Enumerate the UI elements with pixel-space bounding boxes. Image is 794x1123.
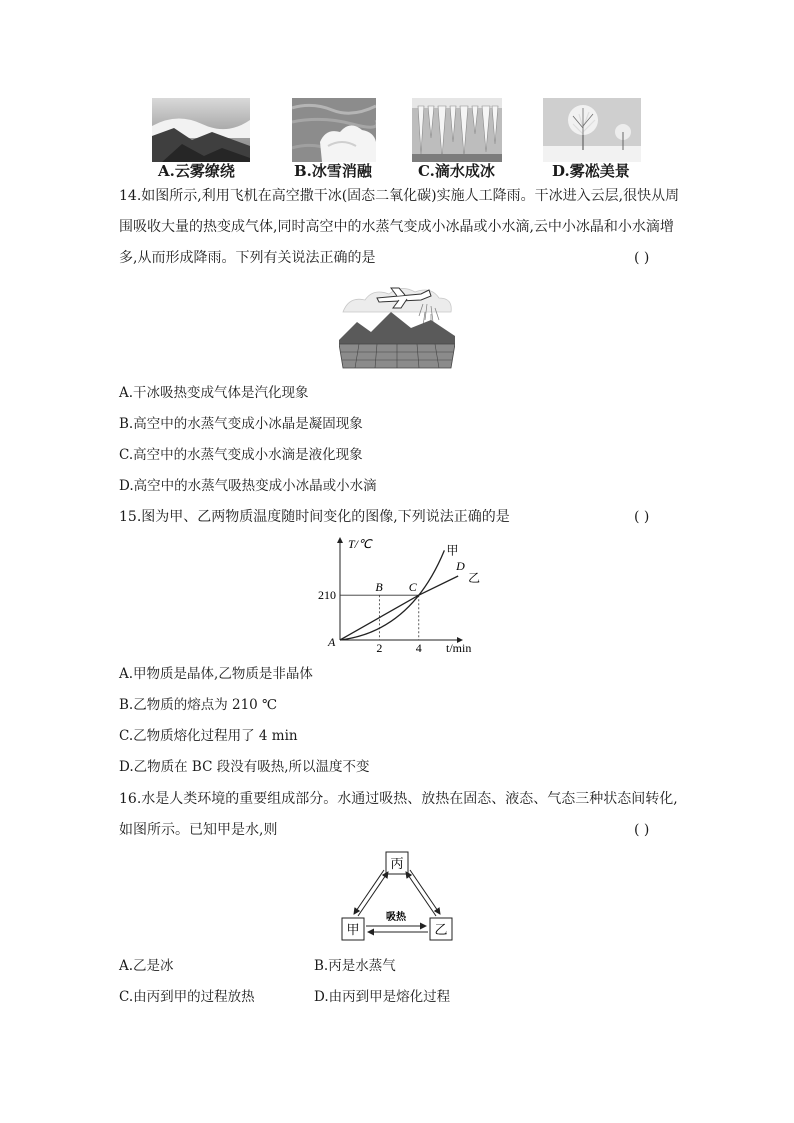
state-label-yi: 乙 xyxy=(434,922,448,937)
clouds-mountain-icon xyxy=(152,98,250,162)
q16-option-c[interactable]: C.由丙到甲的过程放热 xyxy=(119,989,255,1005)
q16-option-b[interactable]: B.丙是水蒸气 xyxy=(314,958,396,974)
state-label-bing: 丙 xyxy=(390,856,404,871)
photo-icicles xyxy=(412,98,502,162)
series-label-yi: 乙 xyxy=(468,571,481,585)
arrow-label-absorb-heat: 吸热 xyxy=(386,912,406,923)
arrow-yi-to-bing xyxy=(406,872,436,916)
q16-answer-blank: ( ) xyxy=(634,822,650,838)
q14-airplane-figure xyxy=(339,282,455,374)
q15-text-line1: 15.图为甲、乙两物质温度随时间变化的图像,下列说法正确的是 xyxy=(119,509,510,525)
q15-option-d[interactable]: D.乙物质在 BC 段没有吸热,所以温度不变 xyxy=(119,759,370,775)
q15-option-c[interactable]: C.乙物质熔化过程用了 4 min xyxy=(119,728,298,744)
q14-option-a[interactable]: A.干冰吸热变成气体是汽化现象 xyxy=(119,385,309,401)
series-label-jia: 甲 xyxy=(446,543,459,558)
state-transition-diagram xyxy=(338,848,458,944)
airplane-seeding-clouds-icon xyxy=(339,282,455,370)
q14-answer-blank: ( ) xyxy=(634,250,650,266)
arrow-jia-to-bing xyxy=(358,872,388,916)
photo-caption-b: B.冰雪消融 xyxy=(294,162,372,180)
q14-option-d[interactable]: D.高空中的水蒸气吸热变成小冰晶或小水滴 xyxy=(119,478,377,494)
arrow-bing-to-yi xyxy=(410,870,440,914)
q14-text-line3: 多,从而形成降雨。下列有关说法正确的是 xyxy=(119,250,376,266)
x-tick-4: 4 xyxy=(415,641,422,655)
point-label-d: D xyxy=(456,559,465,573)
q16-text-line2: 如图所示。已知甲是水,则 xyxy=(119,822,278,838)
q15-option-a[interactable]: A.甲物质是晶体,乙物质是非晶体 xyxy=(119,666,313,682)
state-label-jia: 甲 xyxy=(346,922,360,937)
q16-text-line1: 16.水是人类环境的重要组成部分。水通过吸热、放热在固态、液态、气态三种状态间转化, xyxy=(119,791,678,807)
q16-option-a[interactable]: A.乙是冰 xyxy=(119,958,174,974)
photo-caption-d: D.雾凇美景 xyxy=(552,162,630,180)
melting-ice-icon xyxy=(292,98,376,162)
q14-text-line2: 围吸收大量的热变成气体,同时高空中的水蒸气变成小冰晶或小水滴,云中小冰晶和小水滴增 xyxy=(119,219,674,235)
series-yi-line xyxy=(340,576,458,640)
point-label-c: C xyxy=(408,580,417,595)
point-label-a: A xyxy=(328,635,336,649)
photo-caption-c: C.滴水成冰 xyxy=(418,162,495,180)
photo-caption-a: A.云雾缭绕 xyxy=(158,162,235,180)
q14-option-c[interactable]: C.高空中的水蒸气变成小水滴是液化现象 xyxy=(119,447,363,463)
q15-temperature-chart xyxy=(312,530,482,660)
y-tick-210: 210 xyxy=(318,588,336,603)
icicles-icon xyxy=(412,98,502,162)
y-axis-label: T/℃ xyxy=(348,537,372,551)
photo-clouds-mountain xyxy=(152,98,250,162)
arrow-bing-to-jia xyxy=(354,870,384,914)
q15-answer-blank: ( ) xyxy=(634,509,650,525)
q16-option-d[interactable]: D.由丙到甲是熔化过程 xyxy=(314,989,451,1005)
photo-rime-tree xyxy=(543,98,641,162)
q14-option-b[interactable]: B.高空中的水蒸气变成小冰晶是凝固现象 xyxy=(119,416,363,432)
q14-text-line1: 14.如图所示,利用飞机在高空撒干冰(固态二氧化碳)实施人工降雨。干冰进入云层,很快从周 xyxy=(119,188,680,204)
photo-melting-ice xyxy=(292,98,376,162)
temperature-time-chart xyxy=(312,530,482,656)
q16-state-diagram xyxy=(338,848,458,948)
q15-option-b[interactable]: B.乙物质的熔点为 210 ℃ xyxy=(119,697,278,713)
x-axis-label: t/min xyxy=(446,641,472,655)
x-tick-2: 2 xyxy=(376,641,383,655)
point-label-b: B xyxy=(375,580,383,595)
rime-tree-icon xyxy=(543,98,641,162)
